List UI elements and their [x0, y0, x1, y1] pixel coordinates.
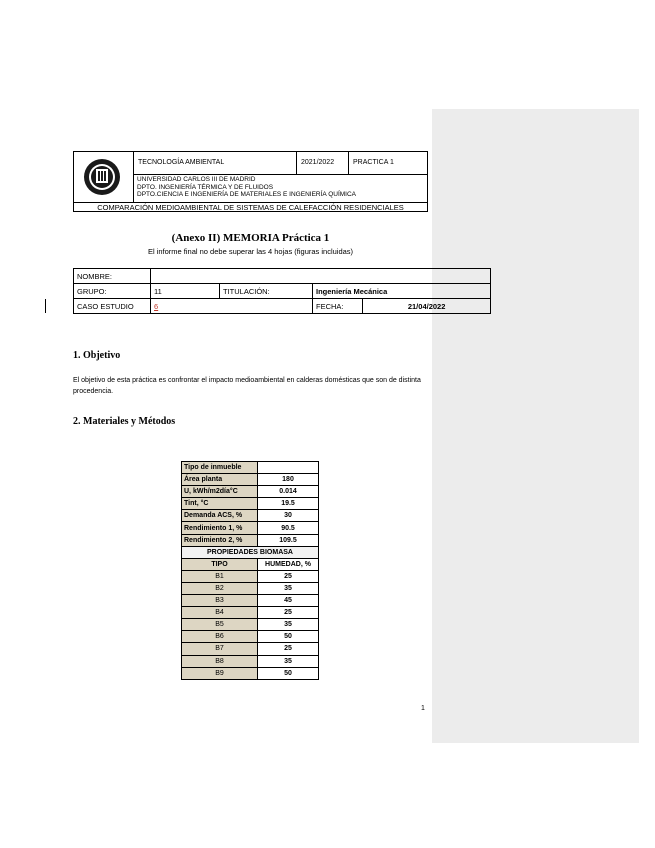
- property-value[interactable]: 30: [258, 510, 319, 522]
- property-value[interactable]: 90.5: [258, 522, 319, 534]
- table-row: [74, 284, 491, 299]
- property-name: Tint, °C: [182, 498, 258, 510]
- university-line: UNIVERSIDAD CARLOS III DE MADRID: [137, 176, 256, 183]
- table-row: [182, 667, 319, 679]
- biomass-type: B9: [182, 667, 258, 679]
- biomass-type: B1: [182, 570, 258, 582]
- table-row: [182, 570, 319, 582]
- comment-pane: [432, 109, 639, 743]
- name-label: NOMBRE:: [74, 269, 151, 284]
- date-field[interactable]: 21/04/2022: [363, 299, 491, 314]
- logo-cell: [74, 152, 134, 202]
- university-info: [137, 176, 427, 199]
- biomass-type: B8: [182, 655, 258, 667]
- degree-label: TITULACIÓN:: [220, 284, 313, 299]
- student-info-table: [73, 268, 491, 314]
- practice-subject: COMPARACIÓN MEDIOAMBIENTAL DE SISTEMAS DE CALEFACCIÓN RESIDENCIALES: [74, 202, 427, 212]
- biomass-humidity[interactable]: 25: [258, 607, 319, 619]
- property-name: Área planta: [182, 474, 258, 486]
- property-value[interactable]: [258, 462, 319, 474]
- table-row: [182, 462, 319, 474]
- practice-label: PRACTICA 1: [353, 159, 394, 166]
- biomass-humidity[interactable]: 45: [258, 595, 319, 607]
- table-row: [182, 522, 319, 534]
- degree-field[interactable]: Ingeniería Mecánica: [313, 284, 491, 299]
- table-row: [182, 607, 319, 619]
- biomass-humidity[interactable]: 35: [258, 655, 319, 667]
- property-value[interactable]: 0.014: [258, 486, 319, 498]
- name-field[interactable]: [151, 269, 491, 284]
- biomass-type: B2: [182, 582, 258, 594]
- case-study-field[interactable]: [151, 299, 313, 314]
- section-methods-heading: 2. Materiales y Métodos: [73, 416, 176, 427]
- section-objective-text: El objetivo de esta práctica es confrontar el impacto medioambiental en calderas domésticas que son de distinta procedencia.: [73, 377, 421, 395]
- biomass-humidity[interactable]: 35: [258, 582, 319, 594]
- document-header: [73, 151, 428, 212]
- type-column-header: TIPO: [182, 558, 258, 570]
- document-title: (Anexo II) MEMORIA Práctica 1: [171, 232, 330, 244]
- property-name: Rendimiento 2, %: [182, 534, 258, 546]
- property-name: Demanda ACS, %: [182, 510, 258, 522]
- property-name: Tipo de inmueble: [182, 462, 258, 474]
- table-row: [74, 269, 491, 284]
- section-objective-heading: 1. Objetivo: [73, 350, 121, 361]
- biomass-type: B4: [182, 607, 258, 619]
- biomass-humidity[interactable]: 35: [258, 619, 319, 631]
- table-row: [182, 474, 319, 486]
- biomass-humidity[interactable]: 50: [258, 667, 319, 679]
- text-cursor: [45, 299, 46, 313]
- biomass-humidity[interactable]: 25: [258, 643, 319, 655]
- biomass-type: B7: [182, 643, 258, 655]
- table-row: [182, 643, 319, 655]
- group-field[interactable]: 11: [151, 284, 220, 299]
- page-number: 1: [421, 705, 425, 712]
- date-label: FECHA:: [313, 299, 363, 314]
- property-name: U, kWh/m2día°C: [182, 486, 258, 498]
- biomass-properties-title: PROPIEDADES BIOMASA: [182, 546, 319, 558]
- table-row: [182, 595, 319, 607]
- humidity-column-header: HUMEDAD, %: [258, 558, 319, 570]
- properties-table: [181, 461, 319, 680]
- table-row: [182, 498, 319, 510]
- table-row: [182, 558, 319, 570]
- university-line: DPTO. INGENIERÍA TÉRMICA Y DE FLUIDOS: [137, 183, 274, 191]
- biomass-type: B5: [182, 619, 258, 631]
- table-row: [182, 582, 319, 594]
- table-row: [182, 631, 319, 643]
- table-row: [182, 655, 319, 667]
- property-name: Rendimiento 1, %: [182, 522, 258, 534]
- table-row: [182, 510, 319, 522]
- property-value[interactable]: 180: [258, 474, 319, 486]
- biomass-type: B6: [182, 631, 258, 643]
- table-row: [182, 534, 319, 546]
- university-line: DPTO.CIENCIA E INGENIERÍA DE MATERIALES E INGENIERÍA QUÍMICA: [137, 191, 357, 198]
- biomass-humidity[interactable]: 25: [258, 570, 319, 582]
- property-value[interactable]: 109.5: [258, 534, 319, 546]
- group-label: GRUPO:: [74, 284, 151, 299]
- course-name: TECNOLOGÍA AMBIENTAL: [134, 152, 297, 174]
- academic-year: 2021/2022: [297, 152, 349, 174]
- case-study-link[interactable]: 6: [154, 301, 159, 311]
- table-row: [74, 299, 491, 314]
- document-subtitle: El informe final no debe superar las 4 hojas (figuras incluidas): [147, 247, 354, 256]
- biomass-type: B3: [182, 595, 258, 607]
- case-study-label: CASO ESTUDIO: [74, 299, 151, 314]
- property-value[interactable]: 19.5: [258, 498, 319, 510]
- table-row: [182, 546, 319, 558]
- table-row: [182, 486, 319, 498]
- biomass-humidity[interactable]: 50: [258, 631, 319, 643]
- table-row: [182, 619, 319, 631]
- university-logo-icon: [83, 158, 121, 196]
